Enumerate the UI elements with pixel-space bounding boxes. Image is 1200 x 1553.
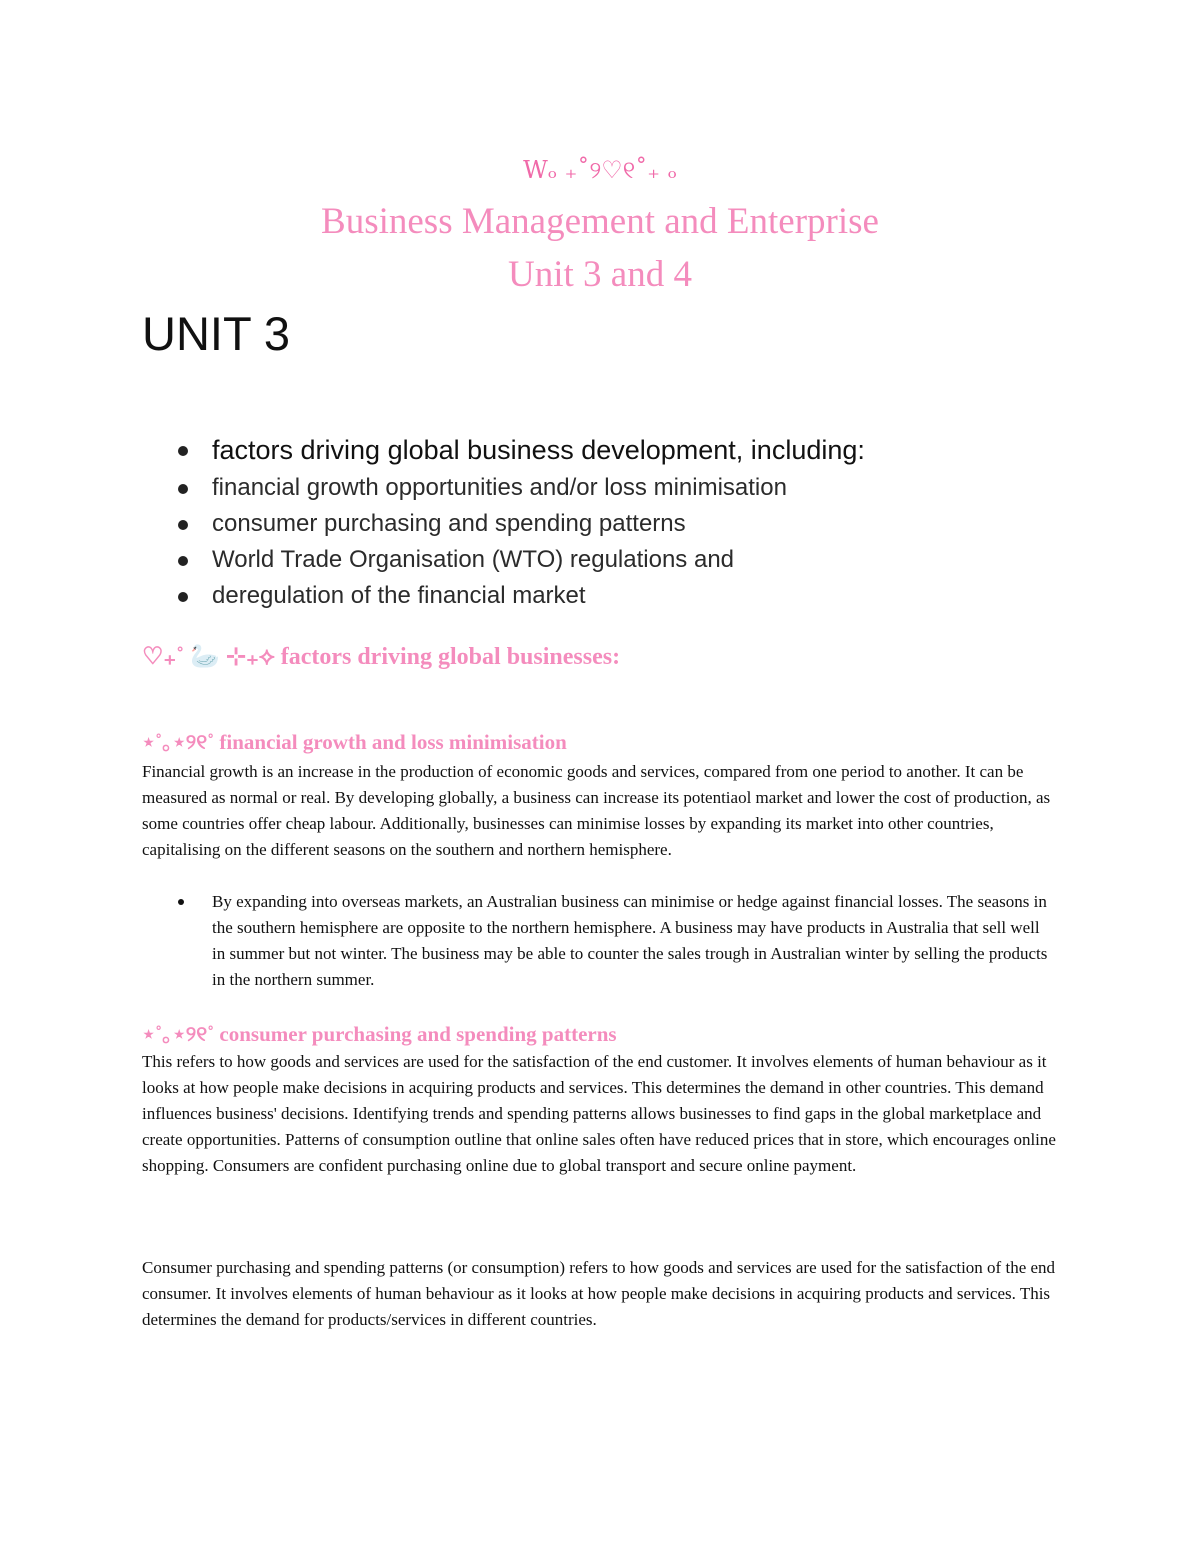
bullet-icon (178, 899, 184, 905)
section-heading: ♡₊˚ 🦢 ⊹₊⟡ factors driving global businesses: (142, 644, 621, 670)
outline-item-text: deregulation of the financial market (212, 582, 586, 609)
financial-bullet-text: By expanding into overseas markets, an Australian business can minimise or hedge against financial losses. The seasons in the southern hemisphere are opposite to the northern hemisphere. A business may have products in Australia that sell well in summer but not winter. The business may be able to counter the sales trough in Australian winter by selling the products in the northern summer. (212, 892, 1048, 989)
outline-item-text: World Trade Organisation (WTO) regulations and (212, 546, 735, 573)
consumer-patterns-heading: ⋆˚｡⋆୨୧˚ consumer purchasing and spending patterns (142, 1022, 617, 1046)
unit-heading: UNIT 3 (142, 307, 290, 360)
financial-bullet-list (176, 889, 1056, 993)
document-subtitle: Unit 3 and 4 (508, 254, 692, 295)
consumer-patterns-definition: Consumer purchasing and spending patterns (or consumption) refers to how goods and services are used for the satisfaction of the end consumer. It involves elements of human behaviour as it looks at how people make decisions in acquiring products and services. This determines the demand for products/services in different countries. (142, 1258, 1056, 1329)
outline-item (176, 542, 865, 578)
bullet-icon (178, 484, 188, 494)
outline-item-text: financial growth opportunities and/or loss minimisation (212, 474, 787, 501)
outline-item (176, 506, 865, 542)
bullet-icon (178, 592, 188, 602)
outline-item-text: consumer purchasing and spending patterns (212, 510, 686, 537)
outline-lead-text: factors driving global business development, including: (212, 435, 865, 465)
bullet-icon (178, 446, 188, 456)
outline-lead-item (176, 430, 865, 470)
outline-item (176, 578, 865, 614)
consumer-patterns-paragraph: This refers to how goods and services are used for the satisfaction of the end customer. It involves elements of human behaviour as it looks at how people make decisions in acquiring products and services. This determines the demand in other countries. This demand influences business' decisions. Identifying trends and spending patterns allows businesses to find gaps in the global marketplace and create opportunities. Patterns of consumption outline that online sales often have reduced prices that in store, which encourages online shopping. Consumers are confident purchasing online due to global transport and secure online payment. (142, 1052, 1056, 1175)
bullet-icon (178, 520, 188, 530)
financial-bullet-item (176, 889, 1056, 993)
bullet-icon (178, 556, 188, 566)
document-title: Business Management and Enterprise (321, 201, 879, 242)
header-decoration: Wₒ ₊˚୨♡୧˚₊ ₒ (523, 156, 677, 184)
financial-growth-paragraph: Financial growth is an increase in the production of economic goods and services, compared from one period to another. It can be measured as normal or real. By developing globally, a business can increase its potentiaol market and lower the cost of production, as some countries offer cheap labour. Additionally, businesses can minimise losses by expanding its market into other countries, capitalising on the different seasons on the southern and northern hemisphere. (142, 762, 1051, 859)
financial-growth-heading: ⋆˚｡⋆୨୧˚ financial growth and loss minimisation (142, 730, 567, 754)
outline-item (176, 470, 865, 506)
outline-list (176, 430, 865, 614)
